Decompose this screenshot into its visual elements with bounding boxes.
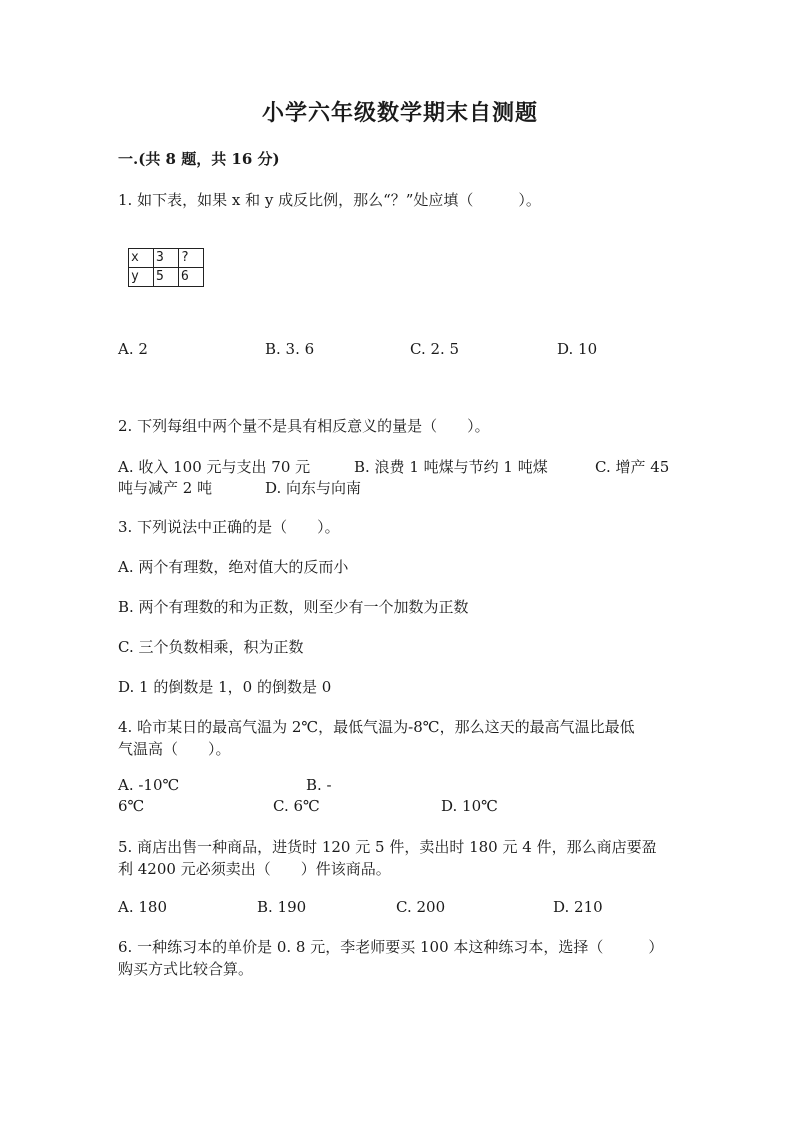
question-5-option-b: B. 190 [257,898,307,916]
question-2-option-b: B. 浪费 1 吨煤与节约 1 吨煤 [354,458,548,476]
question-3-option-a: A. 两个有理数，绝对值大的反而小 [118,558,349,576]
question-3-option-c: C. 三个负数相乘，积为正数 [118,638,304,656]
question-2-option-c: C. 增产 45 [595,458,670,476]
question-6-text-line1: 6. 一种练习本的单价是 0. 8 元，李老师要买 100 本这种练习本，选择（ ） [118,938,664,956]
question-1-option-a: A. 2 [118,340,148,358]
question-5-option-a: A. 180 [118,898,167,916]
question-5-option-c: C. 200 [396,898,446,916]
table-cell: 5 [154,268,179,287]
table-cell: 6 [179,268,204,287]
table-cell: ? [179,249,204,268]
question-2-option-a: A. 收入 100 元与支出 70 元 [118,458,311,476]
question-4-option-d: D. 10℃ [441,797,498,815]
question-4-option-b: B. - [306,776,332,794]
page-title: 小学六年级数学期末自测题 [261,100,538,126]
question-5-option-d: D. 210 [553,898,603,916]
table-cell: 3 [154,249,179,268]
question-1-table [128,248,204,287]
question-3-option-b: B. 两个有理数的和为正数，则至少有一个加数为正数 [118,598,469,616]
question-5-text-line2: 利 4200 元必须卖出（ ）件该商品。 [118,860,391,878]
question-5-text-line1: 5. 商店出售一种商品，进货时 120 元 5 件，卖出时 180 元 4 件，那么商店要盈 [118,838,657,856]
question-2-option-d: D. 向东与向南 [265,479,362,497]
question-2-text: 2. 下列每组中两个量不是具有相反意义的量是（ ）。 [118,417,490,435]
question-2-option-c-cont: 吨与减产 2 吨 [118,479,213,497]
question-4-text-line1: 4. 哈市某日的最高气温为 2℃，最低气温为-8℃，那么这天的最高气温比最低 [118,718,635,736]
question-3-text: 3. 下列说法中正确的是（ ）。 [118,518,340,536]
question-1-option-b: B. 3. 6 [265,340,315,358]
question-4-option-c: C. 6℃ [273,797,320,815]
question-1-option-d: D. 10 [557,340,598,358]
question-1-option-c: C. 2. 5 [410,340,460,358]
question-3-option-d: D. 1 的倒数是 1，0 的倒数是 0 [118,678,332,696]
question-4-text-line2: 气温高（ ）。 [118,740,231,758]
table-row [129,249,204,268]
question-6-text-line2: 购买方式比较合算。 [118,960,254,978]
question-4-option-a: A. -10℃ [118,776,180,794]
table-row [129,268,204,287]
table-cell: x [129,249,154,268]
question-4-option-b-cont: 6℃ [118,797,145,815]
table-cell: y [129,268,154,287]
section-heading: 一.(共 8 题，共 16 分) [118,150,280,168]
question-1-text: 1. 如下表，如果 x 和 y 成反比例，那么“？”处应填（ ）。 [118,191,541,209]
